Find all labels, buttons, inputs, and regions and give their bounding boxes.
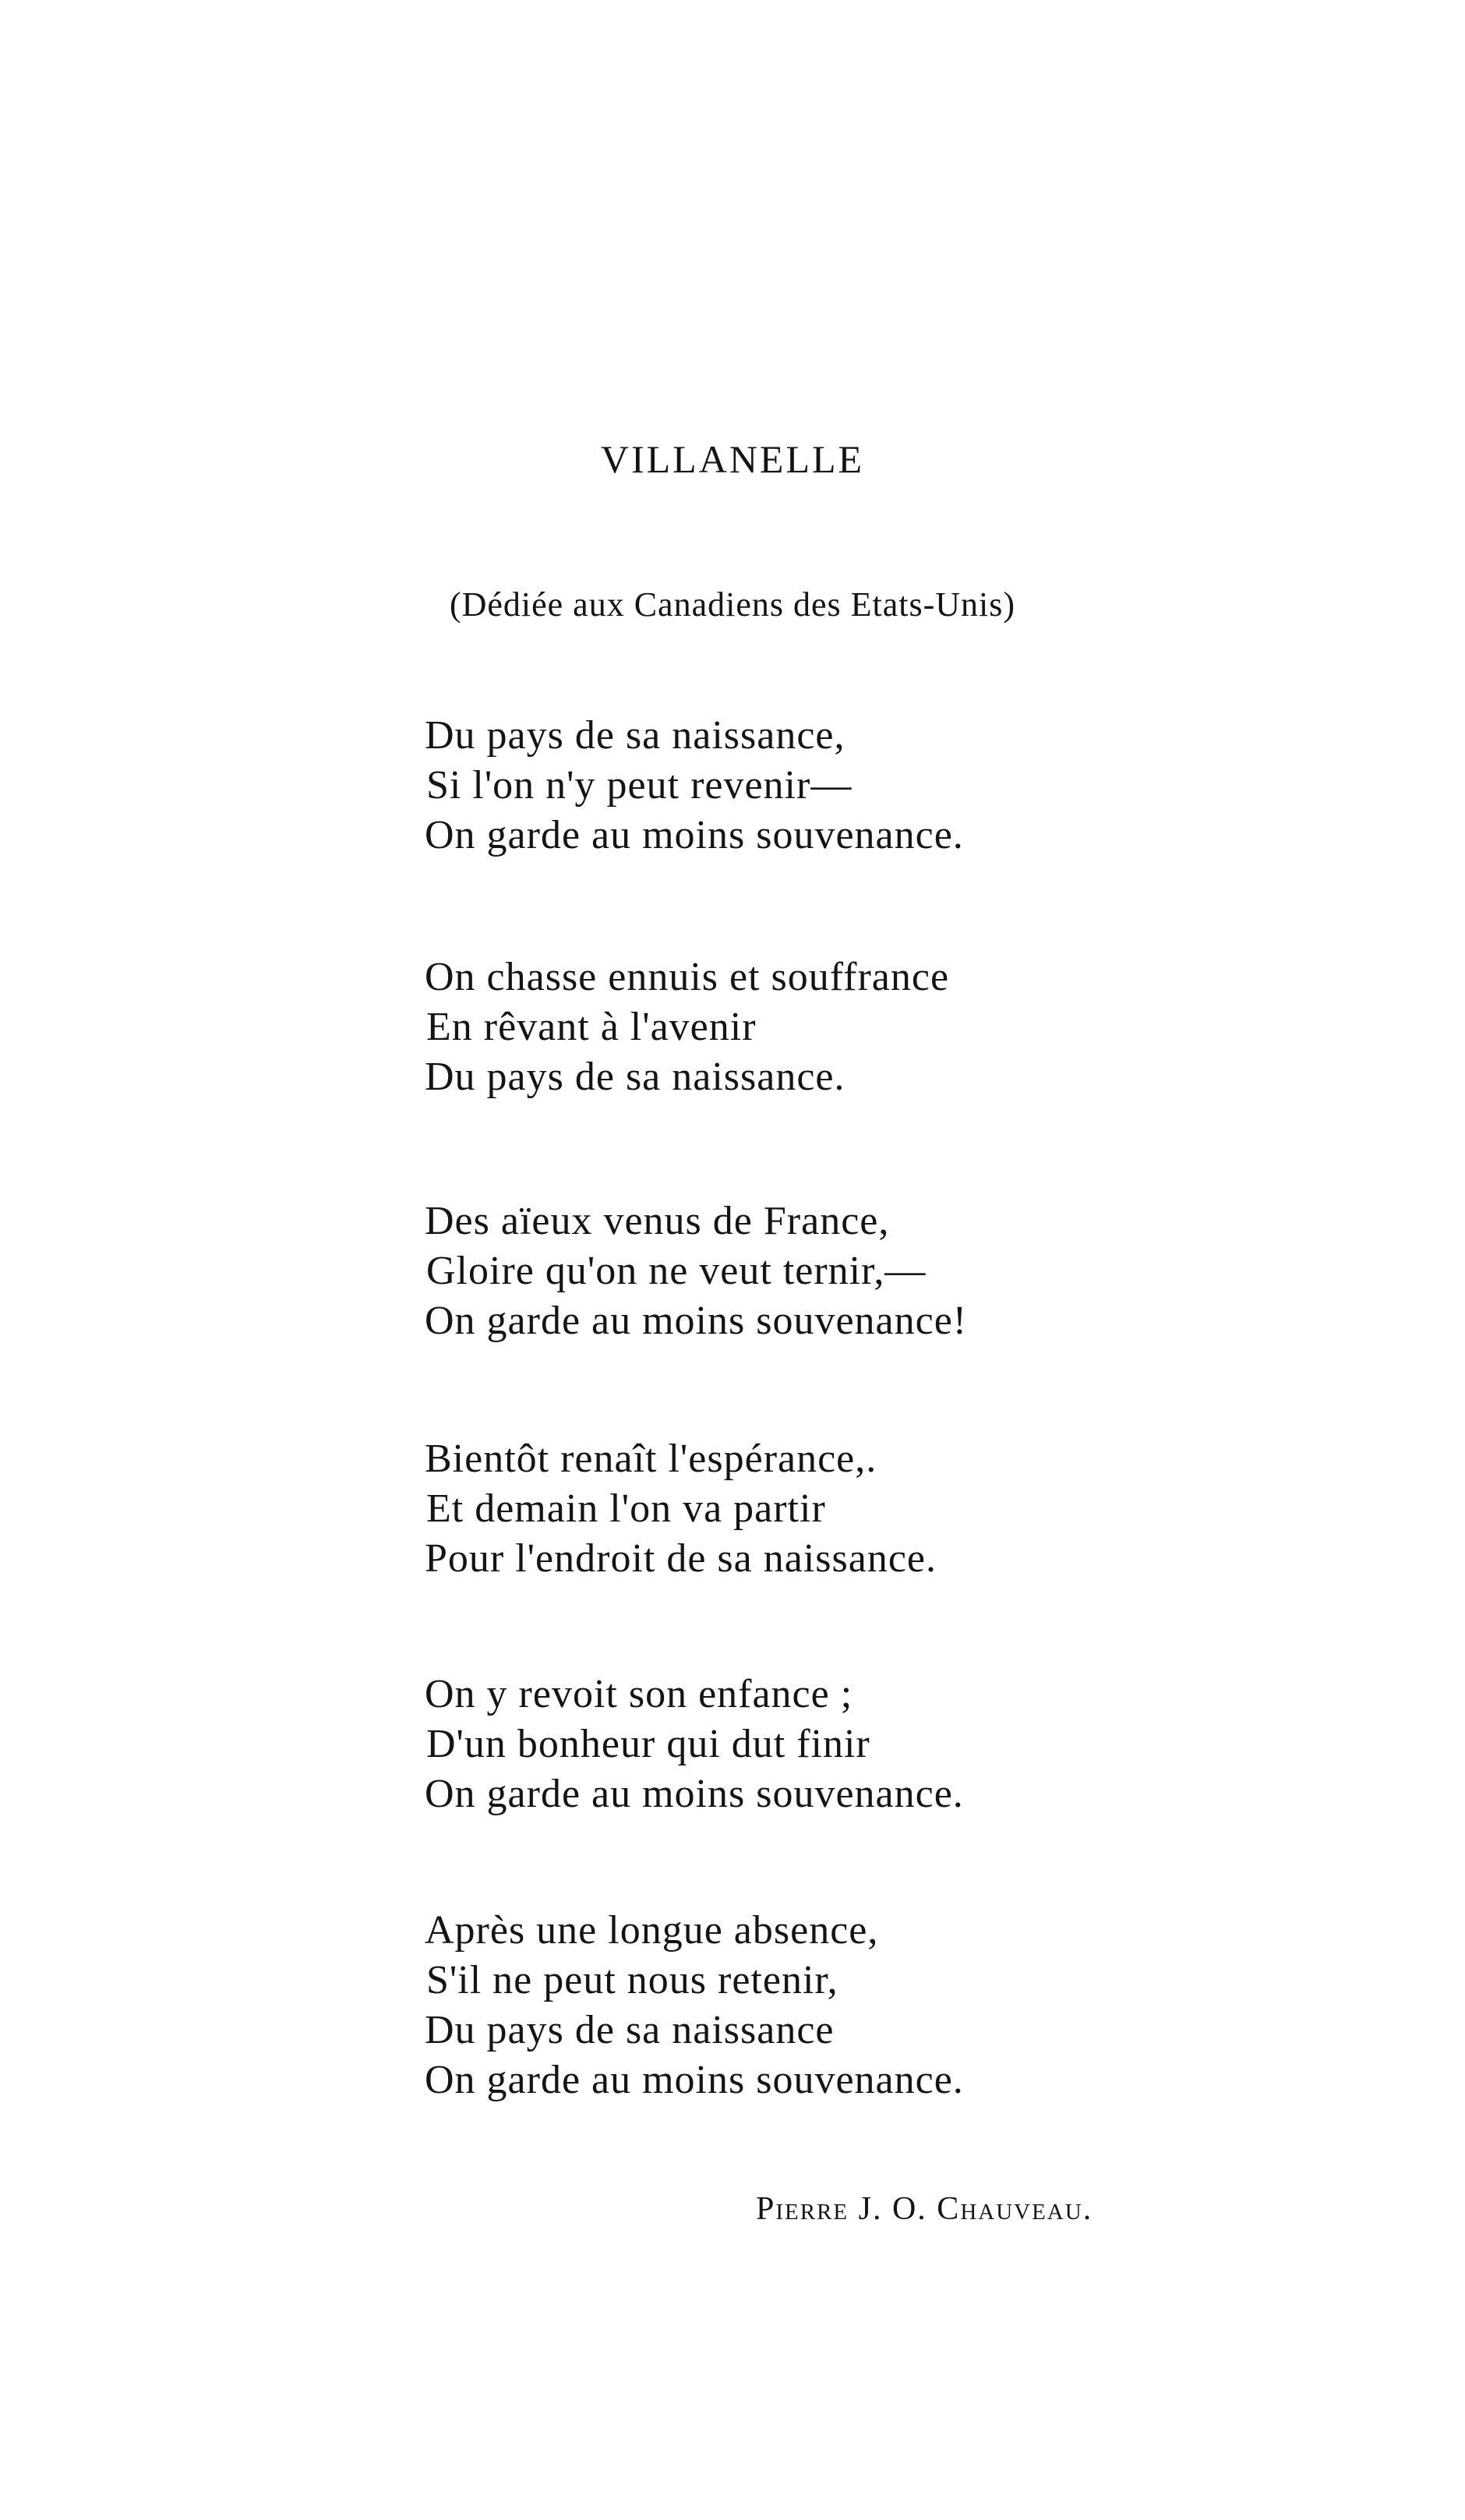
stanza-6 <box>425 1906 1360 2105</box>
poem-line: Pour l'endroit de sa naissance. <box>425 1536 937 1581</box>
poem-title: VILLANELLE <box>600 437 865 481</box>
stanza-4 <box>425 1434 1360 1584</box>
poem-line: Du pays de sa naissance. <box>425 1055 845 1099</box>
stanza-2 <box>425 953 1360 1102</box>
poem-line: On garde au moins souvenance. <box>425 1772 964 1816</box>
poem-line: On garde au moins souvenance! <box>425 1299 968 1343</box>
poem-line: On chasse ennuis et souffrance <box>425 955 950 999</box>
stanza-3 <box>425 1196 1360 1346</box>
poem-line: En rêvant à l'avenir <box>426 1005 757 1049</box>
poem-line: Du pays de sa naissance <box>425 2008 835 2052</box>
poem-line: D'un bonheur qui dut finir <box>426 1722 870 1766</box>
poem-line: S'il ne peut nous retenir, <box>426 1958 838 2002</box>
poem-dedication: (Dédiée aux Canadiens des Etats-Unis) <box>449 585 1016 624</box>
poem-line: Et demain l'on va partir <box>426 1486 826 1531</box>
poem-line: On garde au moins souvenance. <box>425 2058 964 2102</box>
poem-line: On y revoit son enfance ; <box>425 1672 853 1716</box>
poem-line: Du pays de sa naissance, <box>425 713 845 758</box>
poem-line: Si l'on n'y peut revenir— <box>426 763 853 808</box>
poem-line: On garde au moins souvenance. <box>425 813 964 857</box>
author-signature: Pierre J. O. Chauveau. <box>756 2191 1093 2227</box>
stanza-5 <box>425 1670 1360 1819</box>
poem-line: Après une longue absence, <box>425 1908 879 1953</box>
poem-line: Bientôt renaît l'espérance,. <box>425 1437 877 1481</box>
stanza-1 <box>425 711 1360 861</box>
poem-line: Gloire qu'on ne veut ternir,— <box>426 1249 927 1293</box>
poem-line: Des aïeux venus de France, <box>425 1199 890 1243</box>
